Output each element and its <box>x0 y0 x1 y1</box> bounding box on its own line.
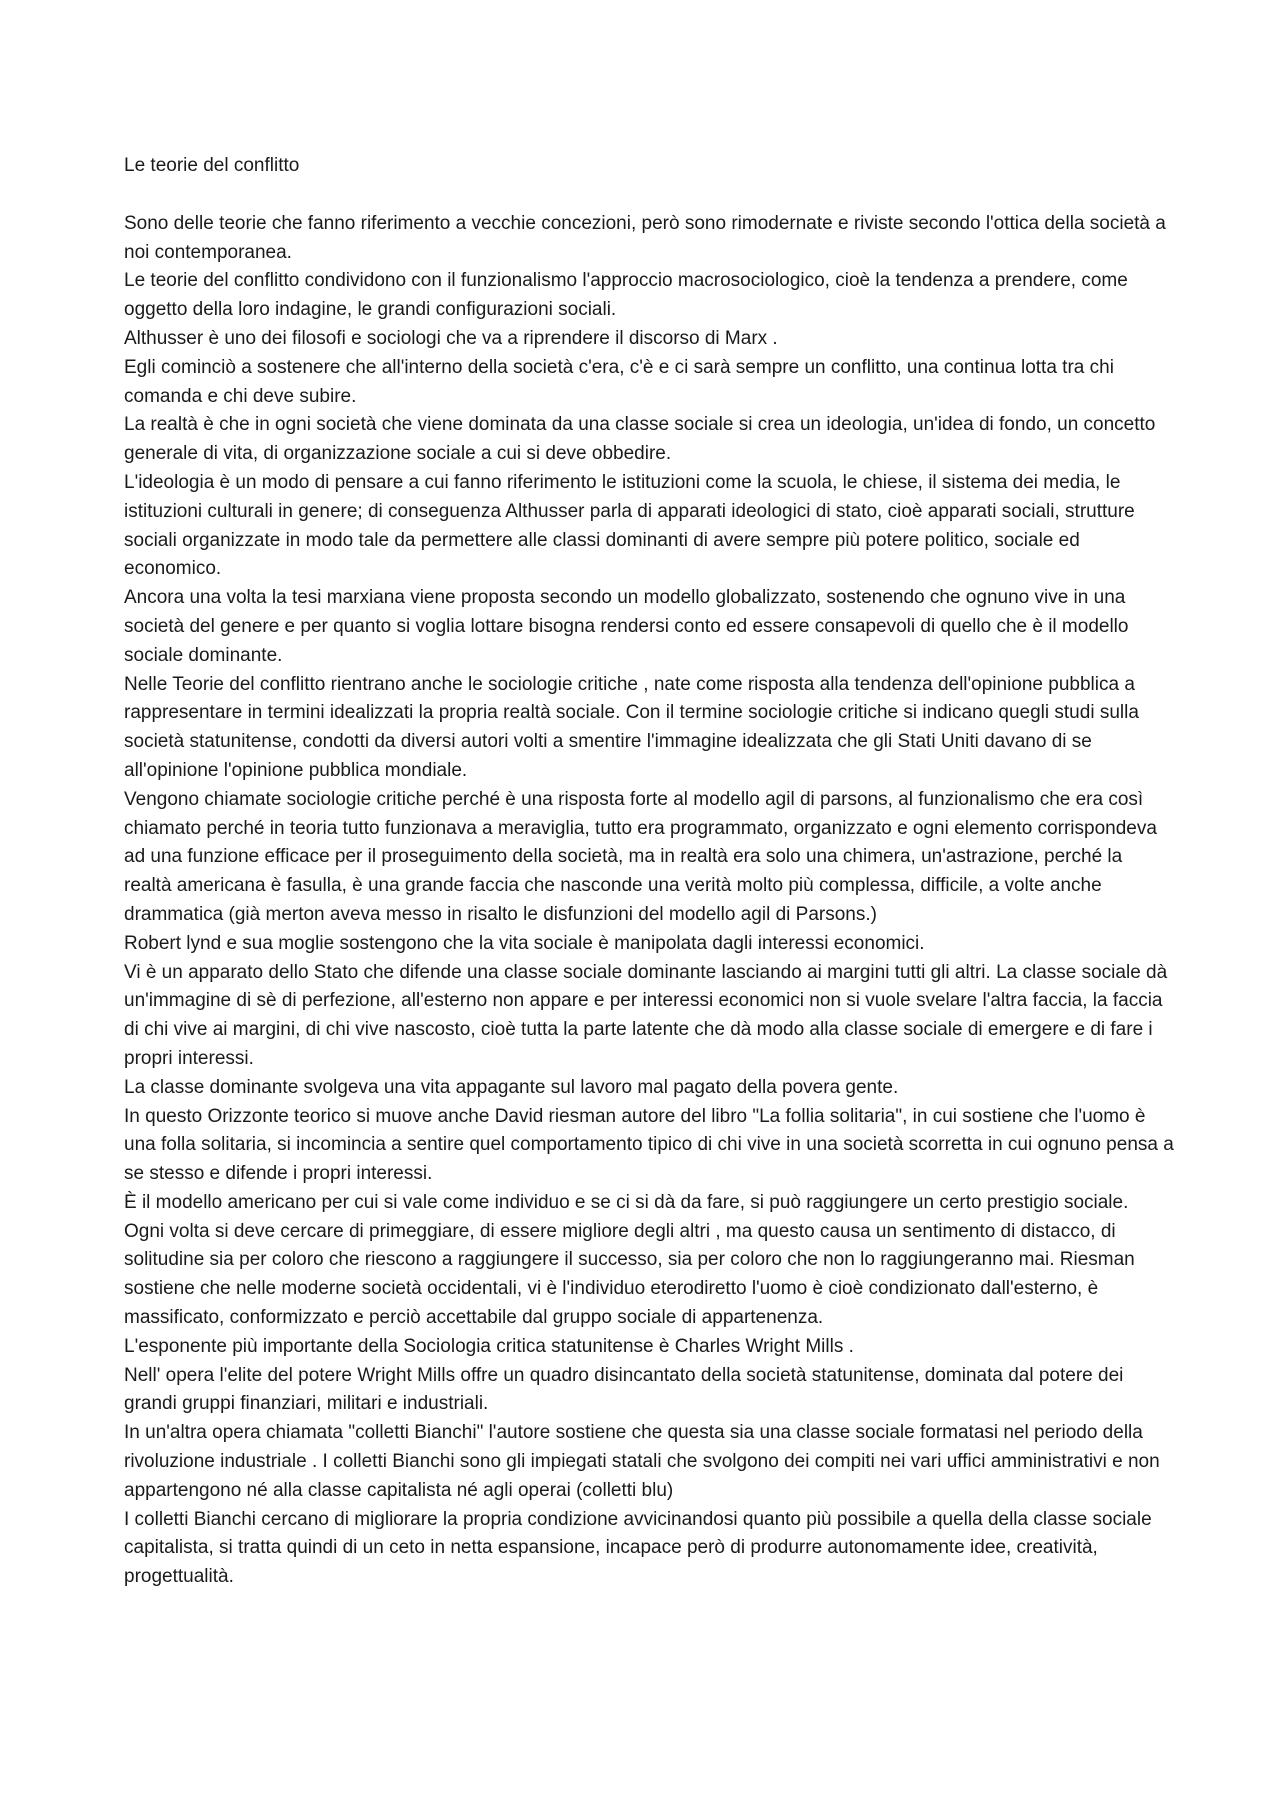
paragraph: L'esponente più importante della Sociologia critica statunitense è Charles Wright Mills . <box>124 1335 854 1357</box>
paragraph: È il modello americano per cui si vale come individuo e se ci si dà da fare, si può raggiungere un certo prestigio sociale. <box>124 1191 1129 1213</box>
paragraph: Egli cominciò a sostenere che all'interno della società c'era, c'è e ci sarà sempre un conflitto, una continua lotta tra chi comanda e chi deve subire. <box>124 356 1114 407</box>
document-page <box>124 152 1174 1592</box>
paragraph: Vi è un apparato dello Stato che difende una classe sociale dominante lasciando ai margini tutti gli altri. La classe sociale dà un'immagine di sè di perfezione, all'esterno non appare e per interessi economici non si vuole svelare l'altra faccia, la faccia di chi vive ai margini, di chi vive nascosto, cioè tutta la parte latente che dà modo alla classe sociale di emergere e di fare i propri interessi. <box>124 961 1168 1069</box>
paragraph: Ogni volta si deve cercare di primeggiare, di essere migliore degli altri , ma questo causa un sentimento di distacco, di solitudine sia per coloro che riescono a raggiungere il successo, sia per coloro che non lo raggiungeranno mai. Riesman sostiene che nelle moderne società occidentali, vi è l'individuo eterodiretto l'uomo è cioè condizionato dall'esterno, è massificato, conformizzato e perciò accettabile dal gruppo sociale di appartenenza. <box>124 1220 1135 1329</box>
paragraph: L'ideologia è un modo di pensare a cui fanno riferimento le istituzioni come la scuola, le chiese, il sistema dei media, le istituzioni culturali in genere; di conseguenza Althusser parla di apparati ideologici di stato, cioè apparati sociali, strutture sociali organizzate in modo tale da permettere alle classi dominanti di avere sempre più potere politico, sociale ed economico. <box>124 471 1135 580</box>
paragraph: In un'altra opera chiamata "colletti Bianchi" l'autore sostiene che questa sia una classe sociale formatasi nel periodo della rivoluzione industriale . I colletti Bianchi sono gli impiegati statali che svolgono dei compiti nei vari uffici amministrativi e non appartengono né alla classe capitalista né agli operai (colletti blu) <box>124 1422 1160 1501</box>
document-title: Le teorie del conflitto <box>124 155 300 176</box>
paragraph: In questo Orizzonte teorico si muove anche David riesman autore del libro "La follia solitaria", in cui sostiene che l'uomo è una folla solitaria, si incomincia a sentire quel comportamento tipico di chi vive in una società scorretta in cui ognuno pensa a se stesso e difende i propri interessi. <box>124 1105 1174 1185</box>
paragraph: Sono delle teorie che fanno riferimento a vecchie concezioni, però sono rimodernate e riviste secondo l'ottica della società a noi contemporanea. <box>124 212 1166 263</box>
paragraph: La classe dominante svolgeva una vita appagante sul lavoro mal pagato della povera gente. <box>124 1076 899 1098</box>
paragraph: La realtà è che in ogni società che viene dominata da una classe sociale si crea un ideologia, un'idea di fondo, un concetto generale di vita, di organizzazione sociale a cui si deve obbedire. <box>124 414 1156 465</box>
document-body <box>124 210 1174 1592</box>
paragraph: Le teorie del conflitto condividono con il funzionalismo l'approccio macrosociologico, cioè la tendenza a prendere, come oggetto della loro indagine, le grandi configurazioni sociali. <box>124 270 1128 321</box>
paragraph: Nell' opera l'elite del potere Wright Mills offre un quadro disincantato della società statunitense, dominata dal potere dei grandi gruppi finanziari, militari e industriali. <box>124 1364 1124 1415</box>
paragraph: I colletti Bianchi cercano di migliorare la propria condizione avvicinandosi quanto più possibile a quella della classe sociale capitalista, si tratta quindi di un ceto in netta espansione, incapace però di produrre autonomamente idee, creatività, progettualità. <box>124 1508 1152 1588</box>
paragraph: Ancora una volta la tesi marxiana viene proposta secondo un modello globalizzato, sostenendo che ognuno vive in una società del genere e per quanto si voglia lottare bisogna rendersi conto ed essere consapevoli di quello che è il modello sociale dominante. <box>124 587 1129 666</box>
paragraph: Vengono chiamate sociologie critiche perché è una risposta forte al modello agil di parsons, al funzionalismo che era così chiamato perché in teoria tutto funzionava a meraviglia, tutto era programmato, organizzato e ogni elemento corrispondeva ad una funzione efficace per il proseguimento della società, ma in realtà era solo una chimera, un'astrazione, perché la realtà americana è fasulla, è una grande faccia che nasconde una verità molto più complessa, difficile, a volte anche drammatica (già merton aveva messo in risalto le disfunzioni del modello agil di Parsons.) <box>124 788 1157 925</box>
paragraph: Robert lynd e sua moglie sostengono che la vita sociale è manipolata dagli interessi economici. <box>124 932 925 954</box>
paragraph: Nelle Teorie del conflitto rientrano anche le sociologie critiche , nate come risposta alla tendenza dell'opinione pubblica a rappresentare in termini idealizzati la propria realtà sociale. Con il termine sociologie critiche si indicano quegli studi sulla società statunitense, condotti da diversi autori volti a smentire l'immagine idealizzata che gli Stati Uniti davano di se all'opinione l'opinione pubblica mondiale. <box>124 673 1139 781</box>
paragraph: Althusser è uno dei filosofi e sociologi che va a riprendere il discorso di Marx . <box>124 327 778 349</box>
